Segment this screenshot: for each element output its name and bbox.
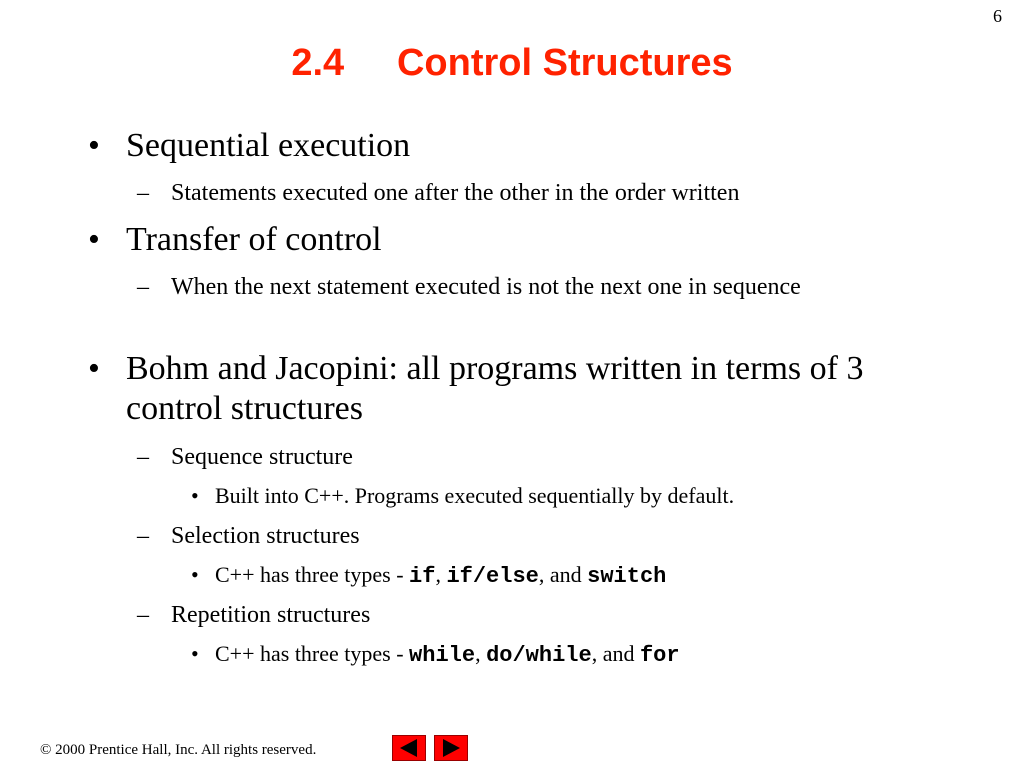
bullet-transfer-of-control	[88, 220, 946, 260]
subbullet-text: Repetition structures	[171, 602, 371, 628]
subbullet-when-next-statement	[137, 270, 891, 304]
next-slide-button[interactable]	[434, 735, 468, 761]
detail-text: Built into C++. Programs executed sequentially by default.	[215, 483, 735, 508]
keyword-if: if	[409, 564, 436, 589]
keyword-do-while: do/while	[486, 643, 592, 668]
detail-separator: , and	[538, 562, 588, 587]
subbullet-repetition-structures	[137, 598, 871, 632]
subbullet-text: Statements executed one after the other in the order written	[171, 180, 740, 206]
keyword-switch: switch	[587, 564, 667, 589]
keyword-while: while	[409, 643, 476, 668]
detail-separator: ,	[475, 641, 487, 666]
subbullet-text: Sequence structure	[171, 444, 353, 470]
dash-marker: –	[137, 523, 149, 549]
bullet-marker: •	[191, 562, 199, 587]
dash-marker: –	[137, 602, 149, 628]
copyright-notice: © 2000 Prentice Hall, Inc. All rights reserved.	[40, 742, 317, 758]
subbullet-statements-executed	[137, 176, 951, 210]
bullet-marker: •	[88, 127, 100, 164]
bullet-text: Sequential execution	[126, 127, 411, 164]
page-number: 6	[993, 6, 1002, 26]
dash-marker: –	[137, 274, 149, 300]
bullet-bohm-jacopini	[88, 349, 936, 429]
detail-prefix: C++ has three types -	[215, 562, 410, 587]
detail-prefix: C++ has three types -	[215, 641, 410, 666]
dash-marker: –	[137, 180, 149, 206]
bullet-text: Bohm and Jacopini: all programs written in terms of 3 control structures	[126, 350, 864, 427]
detail-selection-types	[191, 560, 915, 592]
detail-sequence-builtin	[191, 481, 915, 511]
detail-separator: , and	[591, 641, 640, 666]
subbullet-text: When the next statement executed is not the next one in sequence	[171, 274, 801, 300]
arrow-left-icon	[393, 736, 425, 760]
arrow-right-icon	[435, 736, 467, 760]
bullet-text: Transfer of control	[126, 221, 382, 258]
bullet-marker: •	[191, 641, 199, 666]
bullet-marker: •	[88, 350, 100, 387]
slide-title: 2.4 Control Structures	[291, 42, 733, 84]
previous-slide-button[interactable]	[392, 735, 426, 761]
keyword-if-else: if/else	[446, 564, 539, 589]
bullet-marker: •	[88, 221, 100, 258]
subbullet-selection-structures	[137, 519, 871, 553]
detail-separator: ,	[435, 562, 447, 587]
subbullet-sequence-structure	[137, 440, 871, 474]
bullet-sequential-execution	[88, 126, 946, 166]
bullet-marker: •	[191, 483, 199, 508]
dash-marker: –	[137, 444, 149, 470]
keyword-for: for	[639, 643, 680, 668]
detail-repetition-types	[191, 639, 915, 671]
subbullet-text: Selection structures	[171, 523, 360, 549]
